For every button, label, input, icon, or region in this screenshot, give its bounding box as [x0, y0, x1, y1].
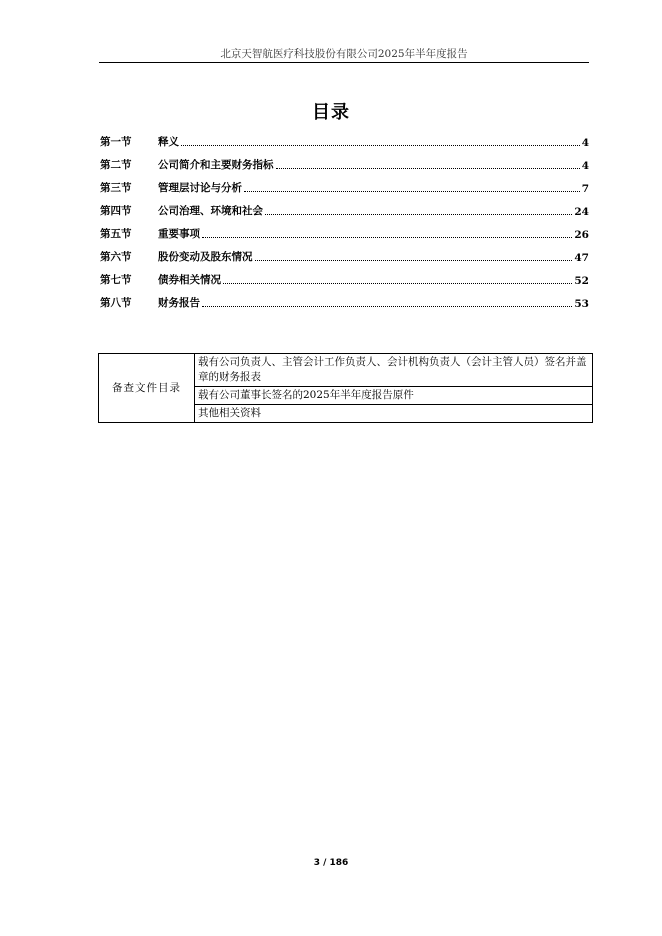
toc-page-number: 26 — [574, 229, 589, 241]
reference-document-item: 其他相关资料 — [195, 405, 593, 423]
toc-title: 目录 — [312, 102, 350, 123]
toc-leader-dots — [223, 283, 572, 284]
toc-page-number: 53 — [574, 298, 589, 310]
toc-section-title: 公司简介和主要财务指标 — [158, 159, 274, 171]
toc-section-number: 第五节 — [100, 228, 132, 240]
toc-entry[interactable] — [100, 226, 589, 240]
toc-section-title: 重要事项 — [158, 228, 200, 240]
reference-document-item: 载有公司董事长签名的2025年半年度报告原件 — [195, 387, 593, 405]
toc-section-title: 财务报告 — [158, 297, 200, 309]
toc-leader-dots — [265, 214, 572, 215]
toc-page-number: 4 — [581, 137, 589, 149]
toc-entry[interactable] — [100, 157, 589, 171]
toc-leader-dots — [244, 191, 580, 192]
toc-entry[interactable] — [100, 180, 589, 194]
page-header: 北京天智航医疗科技股份有限公司2025年半年度报告 — [220, 48, 468, 60]
toc-page-number: 47 — [574, 252, 589, 264]
toc-entry[interactable] — [100, 295, 589, 309]
header-rule — [99, 62, 589, 63]
toc-leader-dots — [202, 306, 572, 307]
table-row — [99, 354, 593, 387]
toc-section-title: 管理层讨论与分析 — [158, 182, 242, 194]
toc-entry[interactable] — [100, 272, 589, 286]
toc-leader-dots — [202, 237, 572, 238]
toc-page-number: 4 — [581, 160, 589, 172]
toc-leader-dots — [255, 260, 573, 261]
toc-entry[interactable] — [100, 203, 589, 217]
toc-section-title: 释义 — [158, 136, 179, 148]
toc-leader-dots — [181, 145, 580, 146]
toc-section-number: 第二节 — [100, 159, 132, 171]
toc-section-number: 第一节 — [100, 136, 132, 148]
toc-leader-dots — [276, 168, 580, 169]
reference-documents-table — [98, 353, 593, 423]
toc-section-title: 股份变动及股东情况 — [158, 251, 253, 263]
toc-page-number: 7 — [581, 183, 589, 195]
toc-section-title: 债券相关情况 — [158, 274, 221, 286]
toc-page-number: 52 — [574, 275, 589, 287]
toc-section-title: 公司治理、环境和社会 — [158, 205, 263, 217]
toc-section-number: 第四节 — [100, 205, 132, 217]
toc-section-number: 第六节 — [100, 251, 132, 263]
toc-section-number: 第三节 — [100, 182, 132, 194]
toc-entry[interactable] — [100, 134, 589, 148]
toc-page-number: 24 — [574, 206, 589, 218]
toc-section-number: 第八节 — [100, 297, 132, 309]
toc-entry[interactable] — [100, 249, 589, 263]
reference-document-item: 载有公司负责人、主管会计工作负责人、会计机构负责人（会计主管人员）签名并盖章的财务报表 — [195, 354, 593, 387]
page-number-footer: 3 / 186 — [313, 858, 349, 868]
reference-documents-heading: 备查文件目录 — [99, 354, 195, 423]
toc-section-number: 第七节 — [100, 274, 132, 286]
